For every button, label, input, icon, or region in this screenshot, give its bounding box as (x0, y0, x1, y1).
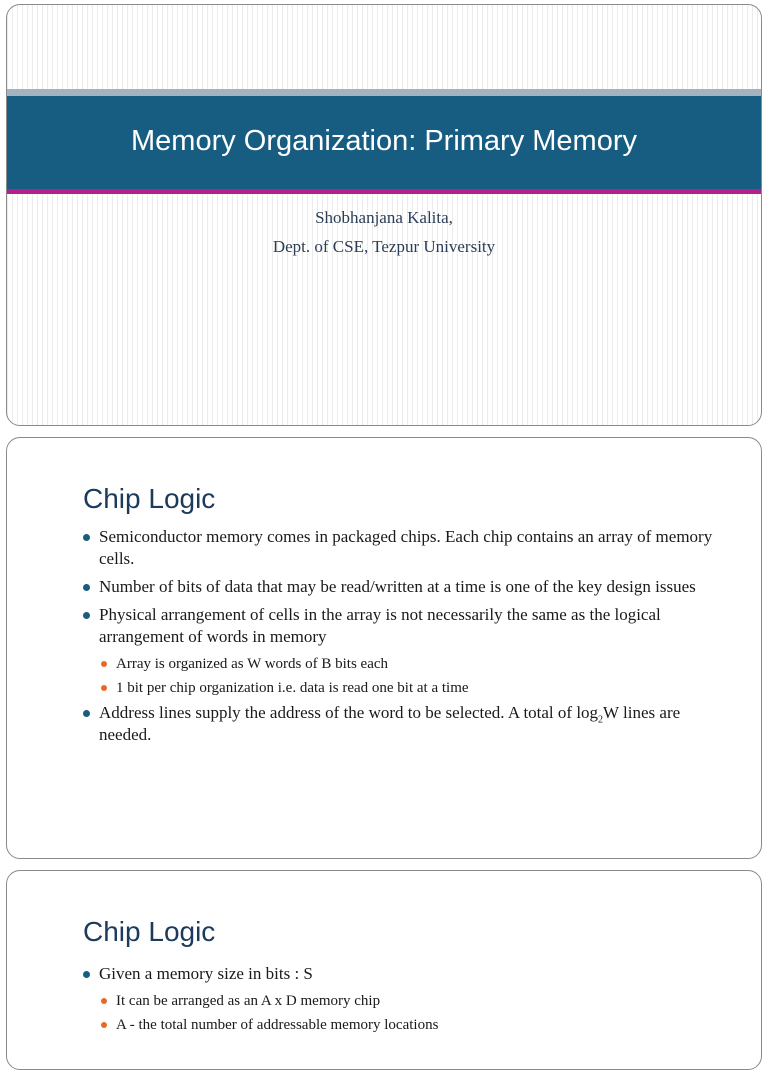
title-band-bottom-stripe (7, 189, 761, 194)
title-slide (6, 4, 762, 426)
bullet-text: Address lines supply the address of the word to be selected. A total of log (99, 703, 599, 722)
title-band-top-stripe (7, 89, 761, 96)
content-slide-chip-logic-1 (6, 437, 762, 859)
bullet-item: Given a memory size in bits : S (77, 963, 721, 985)
bullet-item: Number of bits of data that may be read/written at a time is one of the key design issues (77, 576, 721, 598)
bullet-text-continued: W lines are needed. (99, 703, 681, 744)
sub-bullet-item: Array is organized as W words of B bits each (77, 654, 721, 674)
author-name: Shobhanjana Kalita, (315, 208, 453, 227)
sub-bullet-item: 1 bit per chip organization i.e. data is read one bit at a time (77, 678, 721, 698)
log-subscript: 2 (598, 714, 604, 726)
bullet-list (77, 963, 721, 1039)
sub-bullet-item: A - the total number of addressable memory locations (77, 1015, 721, 1035)
bullet-list (77, 526, 721, 752)
presentation-title: Memory Organization: Primary Memory (131, 125, 637, 157)
content-slide-chip-logic-2 (6, 870, 762, 1070)
bullet-item: Physical arrangement of cells in the array is not necessarily the same as the logical arrangement of words in memory (77, 604, 721, 648)
bullet-item: Semiconductor memory comes in packaged chips. Each chip contains an array of memory cells. (77, 526, 721, 570)
slide-title: Chip Logic (83, 483, 216, 514)
sub-bullet-item: It can be arranged as an A x D memory chip (77, 991, 721, 1011)
bullet-item (77, 702, 721, 746)
slide-title: Chip Logic (83, 916, 216, 947)
author-affiliation: Dept. of CSE, Tezpur University (272, 237, 496, 256)
